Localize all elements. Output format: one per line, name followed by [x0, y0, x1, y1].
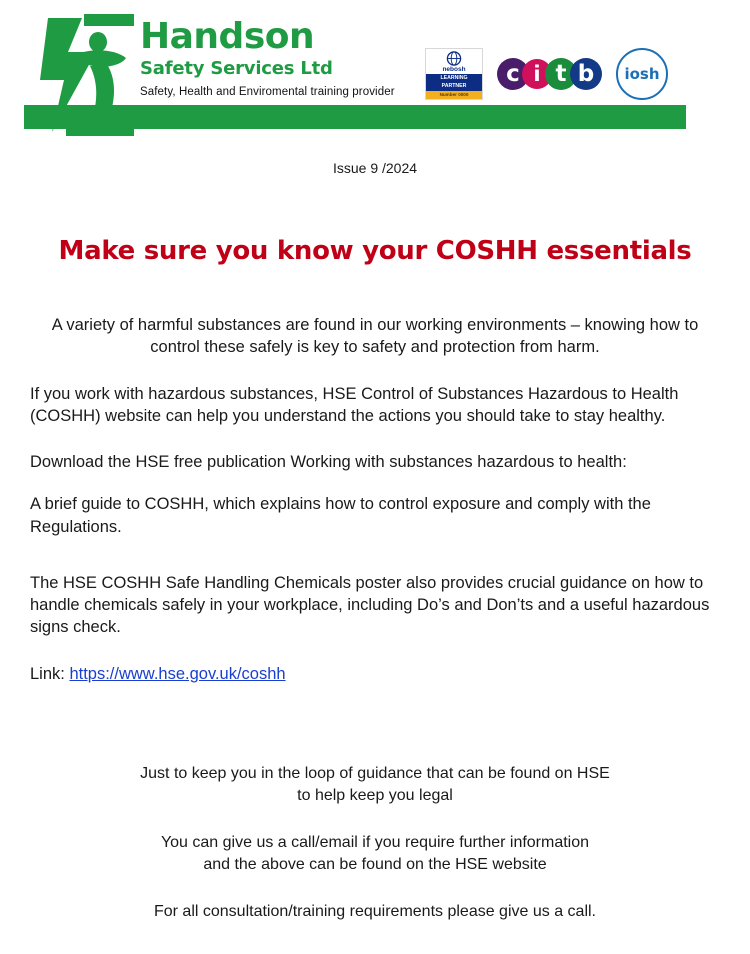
citb-letter-t: t: [545, 58, 577, 90]
body-paragraph-3: A brief guide to COSHH, which explains how to control exposure and comply with the Regulations.: [30, 495, 651, 536]
citb-badge-icon: [497, 52, 602, 96]
nebosh-badge-icon: [425, 48, 483, 100]
issue-number: Issue 9 /2024: [332, 160, 418, 176]
brand-tagline: Safety, Health and Enviromental training provider: [140, 85, 395, 98]
brand-block: [140, 18, 420, 98]
hse-link-row: [30, 663, 720, 685]
footer-line-3: For all consultation/training requirements please give us a call.: [153, 903, 596, 921]
footer-line-2: You can give us a call/email if you require further information and the above can be found on the HSE website: [160, 834, 590, 873]
handson-figure-logo-icon: [38, 8, 142, 138]
citb-letter-c: c: [497, 58, 529, 90]
globe-icon: [443, 51, 465, 66]
iosh-badge-icon: iosh: [616, 48, 668, 100]
document-header: [0, 0, 750, 140]
nebosh-strip: Number 0000: [426, 91, 482, 99]
body-paragraph-2: Download the HSE free publication Working with substances hazardous to health:: [30, 453, 627, 472]
document-body: [30, 314, 720, 923]
intro-paragraph: A variety of harmful substances are found in our working environments – knowing how to control these safely is key to safety and protection from harm.: [51, 316, 699, 357]
link-label: Link:: [30, 664, 65, 683]
footer-line-1: Just to keep you in the loop of guidance that can be found on HSE to help keep you legal: [140, 764, 610, 804]
brand-subtitle: Safety Services Ltd: [140, 57, 333, 79]
nebosh-partner-line2: PARTNER: [426, 82, 482, 91]
body-paragraph-4: The HSE COSHH Safe Handling Chemicals poster also provides crucial guidance on how to handle chemicals safely in your workplace, including Do’s and Don’ts and a useful hazardous signs check.: [30, 573, 710, 637]
nebosh-wordmark: nebosh: [442, 66, 466, 74]
accreditation-logos: [425, 48, 668, 100]
document-footer: [30, 763, 720, 923]
body-paragraph-1: If you work with hazardous substances, HSE Control of Substances Hazardous to Health (COSHH) website can help you understand the actions you should take to stay healthy.: [30, 384, 679, 425]
citb-letter-b: b: [570, 58, 602, 90]
citb-letter-i: i: [522, 59, 552, 89]
brand-title: Handson: [140, 16, 315, 57]
hse-coshh-link[interactable]: https://www.hse.gov.uk/coshh: [69, 664, 286, 683]
page-title: Make sure you know your COSHH essentials: [58, 236, 692, 266]
nebosh-partner-line1: LEARNING: [426, 74, 482, 83]
